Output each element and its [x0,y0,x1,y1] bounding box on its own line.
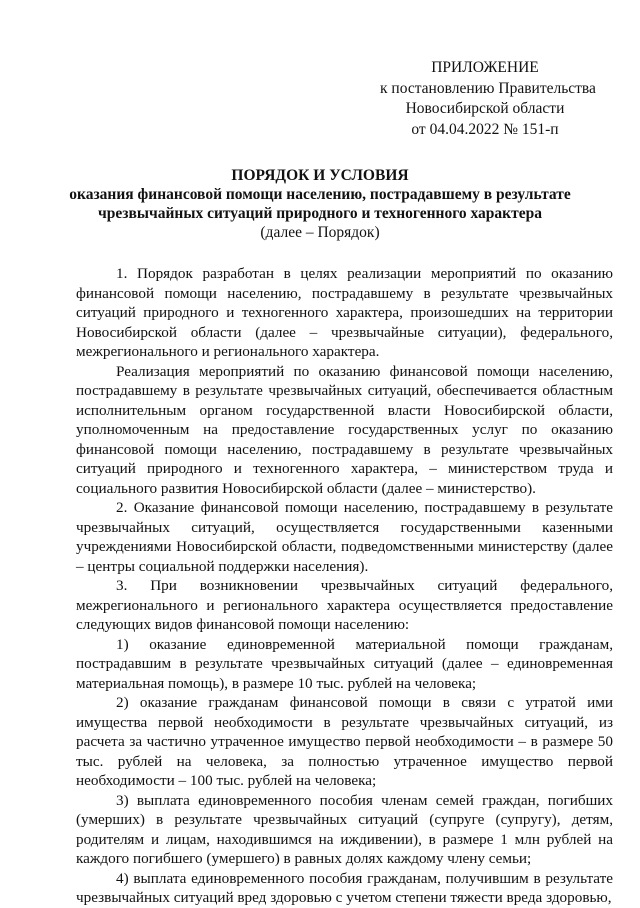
paragraph-3: 3. При возникновении чрезвычайных ситуаций федерального, межрегионального и регионального характера осуществляется предоставление следующих видов финансовой помощи населению: [76,577,613,633]
document-title [60,166,580,242]
appendix-header [380,58,596,140]
list-item-3: 3) выплата единовременного пособия членам семей граждан, погибших (умерших) в результате чрезвычайных ситуаций (супруге (супругу), детям, родителям и лицам, находившимся на иждивении), в размере 1 млн рублей на каждого погибшего (умершего) в равных долях каждому члену семьи; [76,791,613,867]
paragraph-1: 1. Порядок разработан в целях реализации мероприятий по оказанию финансовой помощи населению, пострадавшему в результате чрезвычайных ситуаций природного и техногенного характера, произошедших на территории Новосибирской области (далее – чрезвычайные ситуации), федерального, межрегионального и регионального характера. [76,265,613,360]
appendix-date-number: от 04.04.2022 № 151-п [411,120,559,138]
paragraph-2: 2. Оказание финансовой помощи населению, пострадавшему в результате чрезвычайных ситуаций, осуществляется государственными казенными учреждениями Новосибирской области, подведомственными министерству (далее – центры социальной поддержки населения). [76,499,613,575]
paragraph-1-continued: Реализация мероприятий по оказанию финансовой помощи населению, пострадавшему в результате чрезвычайных ситуаций, обеспечивается областным исполнительным органом государственной власти Новосибирской области, уполномоченным на предоставление государственных услуг по оказанию финансовой помощи населению, пострадавшему в результате чрезвычайных ситуаций природного и техногенного характера, – министерством труда и социального развития Новосибирской области (далее – министерство). [76,362,613,497]
document-body [76,264,613,908]
title-heading: ПОРЯДОК И УСЛОВИЯ [231,167,409,184]
list-item-1: 1) оказание единовременной материальной помощи гражданам, пострадавшим в результате чрезвычайных ситуаций (далее – единовременная материальная помощь), в размере 10 тыс. рублей на человека; [76,635,613,692]
appendix-decree-line: к постановлению Правительства [380,79,596,97]
title-short-name: (далее – Порядок) [260,224,380,241]
appendix-region-line: Новосибирской области [405,100,565,117]
title-subheading: оказания финансовой помощи населению, пострадавшему в результате чрезвычайных ситуаций природного и техногенного характера [69,186,571,222]
list-item-2: 2) оказание гражданам финансовой помощи в связи с утратой ими имущества первой необходимости в результате чрезвычайных ситуаций, из расчета за частично утраченное имущество первой необходимости – в размере 50 тыс. рублей на человека, за полностью утраченное имущество первой необходимости – 100 тыс. рублей на человека; [76,694,613,789]
appendix-label: ПРИЛОЖЕНИЕ [431,59,539,76]
list-item-4: 4) выплата единовременного пособия гражданам, получившим в результате чрезвычайных ситуаций вред здоровью с учетом степени тяжести вреда здоровью, [76,869,613,906]
